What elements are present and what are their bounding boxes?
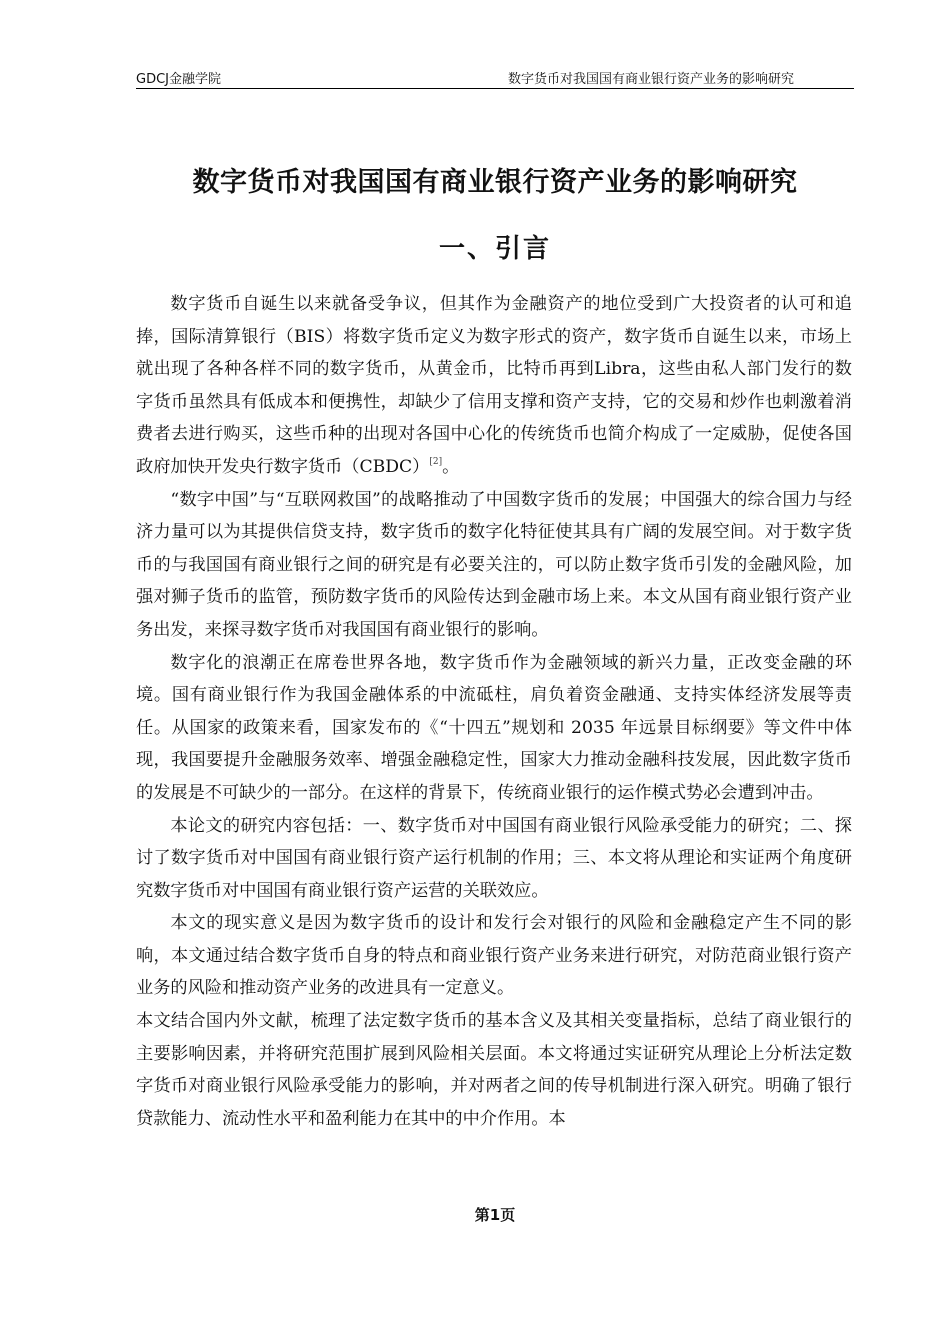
paragraph-1-text: 数字货币自诞生以来就备受争议，但其作为金融资产的地位受到广大投资者的认可和追捧，国际清算银行（BIS）将数字货币定义为数字形式的资产，数字货币自诞生以来，市场上就出现了各种各样不同的数字货币，从黄金币，比特币再到Libra，这些由私人部门发行的数字货币虽然具有低成本和便携性，却缺少了信用支撑和资产支持，它的交易和炒作也刺激着消费者去进行购买，这些币种的出现对各国中心化的传统货币也简介构成了一定威胁，促使各国政府加快开发央行数字货币（CBDC） bbox=[136, 294, 852, 477]
body-text bbox=[136, 288, 852, 1135]
header-running-title: 数字货币对我国国有商业银行资产业务的影响研究 bbox=[507, 72, 794, 87]
page-header bbox=[136, 66, 854, 89]
paragraph-4: 本论文的研究内容包括：一、数字货币对中国国有商业银行风险承受能力的研究；二、探讨了数字货币对中国国有商业银行资产运行机制的作用；三、本文将从理论和实证两个角度研究数字货币对中国国有商业银行资产运营的关联效应。 bbox=[136, 815, 852, 901]
paragraph-1 bbox=[136, 288, 852, 484]
paragraph-2: “数字中国”与“互联网救国”的战略推动了中国数字货币的发展；中国强大的综合国力与经济力量可以为其提供信贷支持，数字货币的数字化特征使其具有广阔的发展空间。对于数字货币的与我国国有商业银行之间的研究是有必要关注的，可以防止数字货币引发的金融风险，加强对狮子货币的监管，预防数字货币的风险传达到金融市场上来。本文从国有商业银行资产业务出发，来探寻数字货币对我国国有商业银行的影响。 bbox=[136, 489, 852, 640]
paragraph-5: 本文的现实意义是因为数字货币的设计和发行会对银行的风险和金融稳定产生不同的影响，本文通过结合数字货币自身的特点和商业银行资产业务来进行研究，对防范商业银行资产业务的风险和推动资产业务的改进具有一定意义。 bbox=[136, 913, 852, 999]
section-heading: 一、引言 bbox=[438, 234, 551, 264]
page-number: 第1页 bbox=[474, 1206, 516, 1224]
citation-marker: [2] bbox=[429, 456, 443, 467]
paragraph-1-end: 。 bbox=[442, 456, 460, 477]
paragraph-6: 本文结合国内外文献，梳理了法定数字货币的基本含义及其相关变量指标，总结了商业银行的主要影响因素，并将研究范围扩展到风险相关层面。本文将通过实证研究从理论上分析法定数字货币对商业银行风险承受能力的影响，并对两者之间的传导机制进行深入研究。明确了银行贷款能力、流动性水平和盈利能力在其中的中介作用。本 bbox=[136, 1011, 852, 1129]
header-institution: GDCJ金融学院 bbox=[136, 72, 221, 87]
document-title: 数字货币对我国国有商业银行资产业务的影响研究 bbox=[192, 167, 798, 198]
paragraph-3: 数字化的浪潮正在席卷世界各地，数字货币作为金融领域的新兴力量，正改变金融的环境。国有商业银行作为我国金融体系的中流砥柱，肩负着资金融通、支持实体经济发展等责任。从国家的政策来看，国家发布的《“十四五”规划和 2035 年远景目标纲要》等文件中体现，我国要提升金融服务效率、增强金融稳定性，国家大力推动金融科技发展，因此数字货币的发展是不可缺少的一部分。在这样的背景下，传统商业银行的运作模式势必会遭到冲击。 bbox=[136, 652, 852, 803]
